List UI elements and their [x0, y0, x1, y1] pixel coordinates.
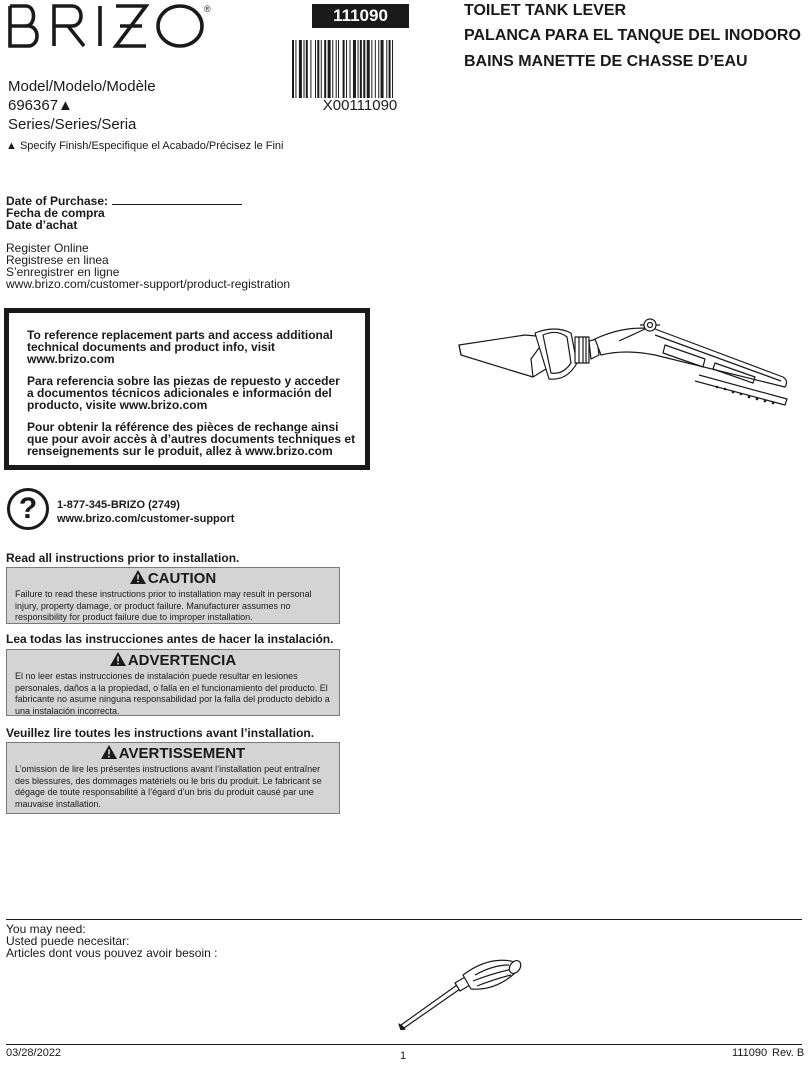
register-url[interactable]: www.brizo.com/customer-support/product-registration — [6, 277, 291, 291]
specify-finish-note: ▲ Specify Finish/Especifique el Acabado/Précisez le Fini — [6, 140, 284, 152]
barcode-bar — [350, 40, 351, 98]
date-label-en: Date of Purchase: — [6, 194, 109, 208]
register-en: Register Online — [6, 241, 89, 255]
reference-fr — [27, 421, 365, 457]
avertissement-title-text: AVERTISSEMENT — [118, 745, 246, 762]
barcode-bar — [299, 40, 302, 98]
caution-title — [15, 570, 331, 587]
warning-triangle-icon — [110, 652, 126, 666]
reference-fr-line2: que pour avoir accès à d’autres documents techniques et — [27, 432, 356, 446]
registered-mark: ® — [204, 4, 211, 14]
read-instructions-fr: Veuillez lire toutes les instructions avant l’installation. — [6, 726, 315, 740]
read-instructions-es: Lea todas las instrucciones antes de hacer la instalación. — [6, 632, 334, 646]
advertencia-box — [6, 649, 340, 716]
advertencia-title-text: ADVERTENCIA — [127, 652, 237, 669]
toilet-lever-illustration — [455, 315, 795, 410]
barcode-bar — [363, 40, 365, 98]
barcode — [290, 40, 430, 98]
barcode-bar — [392, 40, 393, 98]
reference-en-line2: technical documents and product info, visit www.brizo.com — [27, 340, 276, 366]
tools-needed — [6, 923, 217, 959]
barcode-bar — [375, 40, 376, 98]
tools-needed-es: Usted puede necesitar: — [6, 934, 130, 948]
support-phone[interactable]: 1-877-345-BRIZO (2749) — [57, 499, 180, 511]
barcode-bar — [367, 40, 370, 98]
barcode-bar — [315, 40, 316, 98]
barcode-bar — [317, 40, 319, 98]
register-online — [6, 242, 290, 290]
support-contact — [57, 498, 234, 526]
barcode-bar — [386, 40, 387, 98]
reference-en-line1: To reference replacement parts and access additional — [27, 328, 333, 342]
barcode-bar — [328, 40, 331, 98]
barcode-bar — [304, 40, 305, 98]
tools-needed-en: You may need: — [6, 922, 86, 936]
barcode-bar — [353, 40, 356, 98]
warning-triangle-icon — [130, 570, 146, 584]
caution-box — [6, 567, 340, 624]
caution-title-text: CAUTION — [147, 570, 217, 587]
register-es: Registrese en linea — [6, 253, 109, 267]
barcode-bar — [358, 40, 359, 98]
barcode-bar — [295, 40, 296, 98]
barcode-bar — [324, 40, 326, 98]
footer-divider — [6, 1044, 802, 1045]
title-fr: BAINS MANETTE DE CHASSE D’EAU — [464, 53, 748, 70]
barcode-bar — [378, 40, 379, 98]
barcode-bar — [292, 40, 294, 98]
page-number: 1 — [400, 1050, 407, 1062]
screwdriver-icon — [395, 955, 535, 1030]
title-en: TOILET TANK LEVER — [464, 2, 627, 19]
barcode-bar — [346, 40, 347, 98]
reference-fr-line3: renseignements sur le produit, allez à www.brizo.com — [27, 444, 333, 458]
series-label: Series/Series/Seria — [8, 116, 137, 133]
reference-es-line3: producto, visite www.brizo.com — [27, 398, 208, 412]
barcode-bar — [338, 40, 339, 98]
barcode-bar — [360, 40, 362, 98]
support-url[interactable]: www.brizo.com/customer-support — [57, 513, 235, 525]
reference-parts-box — [4, 308, 370, 470]
date-of-purchase — [6, 195, 242, 231]
barcode-bar — [310, 40, 311, 98]
reference-es-line2: a documentos técnicos adicionales e información del — [27, 386, 332, 400]
footer-revision: Rev. B — [772, 1047, 805, 1059]
reference-es-line1: Para referencia sobre las piezas de repuesto y acceder — [27, 374, 340, 388]
read-instructions-en: Read all instructions prior to installation. — [6, 551, 240, 565]
avertissement-body: L’omission de lire les présentes instructions avant l’installation peut entraîner des blessures, des dommages matériels ou le bris du produit. Le fabricant se dégage de toute responsabilité à l’égard d’un bris du produit causé par une mauvaise installation. — [15, 764, 322, 809]
footer-date: 03/28/2022 — [6, 1047, 62, 1059]
reference-fr-line1: Pour obtenir la référence des pièces de rechange ainsi — [27, 420, 339, 434]
barcode-bar — [343, 40, 345, 98]
advertencia-title — [15, 652, 331, 669]
footer-doc-number: 111090 — [732, 1047, 768, 1059]
barcode-bar — [381, 40, 384, 98]
title-es: PALANCA PARA EL TANQUE DEL INODORO — [464, 27, 801, 44]
reference-es — [27, 375, 365, 411]
tools-needed-fr: Articles dont vous pouvez avoir besoin : — [6, 946, 218, 960]
advertencia-body: El no leer estas instrucciones de instalación puede resultar en lesiones personales, daños a la propiedad, o falla en el funcionamiento del producto. El fabricante no asume ninguna responsabilidad por la falla del producto debido a una instalación incorrecta. — [15, 671, 330, 716]
caution-body: Failure to read these instructions prior to installation may result in personal injury, property damage, or product failure. Manufacturer assumes no responsibility for product failure due to improper installation. — [15, 589, 312, 622]
brizo-logo — [4, 2, 214, 50]
help-question-icon: ? — [7, 488, 49, 530]
model-label: Model/Modelo/Modèle — [8, 78, 156, 95]
date-label-fr: Date d’achat — [6, 218, 78, 232]
warning-triangle-icon — [101, 745, 117, 759]
date-write-line — [112, 196, 242, 205]
avertissement-box — [6, 742, 340, 814]
reference-en — [27, 329, 365, 365]
barcode-bar — [389, 40, 391, 98]
date-label-es: Fecha de compra — [6, 206, 105, 220]
barcode-bar — [371, 40, 372, 98]
avertissement-title — [15, 745, 331, 762]
barcode-bar — [332, 40, 333, 98]
barcode-bar — [321, 40, 322, 98]
barcode-number: X00111090 — [322, 97, 398, 114]
model-number: 696367▲ — [8, 97, 73, 114]
barcode-bar — [306, 40, 308, 98]
register-fr: S’enregistrer en ligne — [6, 265, 120, 279]
barcode-bar — [336, 40, 337, 98]
part-number-badge: 111090 — [312, 4, 409, 28]
tools-divider — [6, 919, 802, 920]
